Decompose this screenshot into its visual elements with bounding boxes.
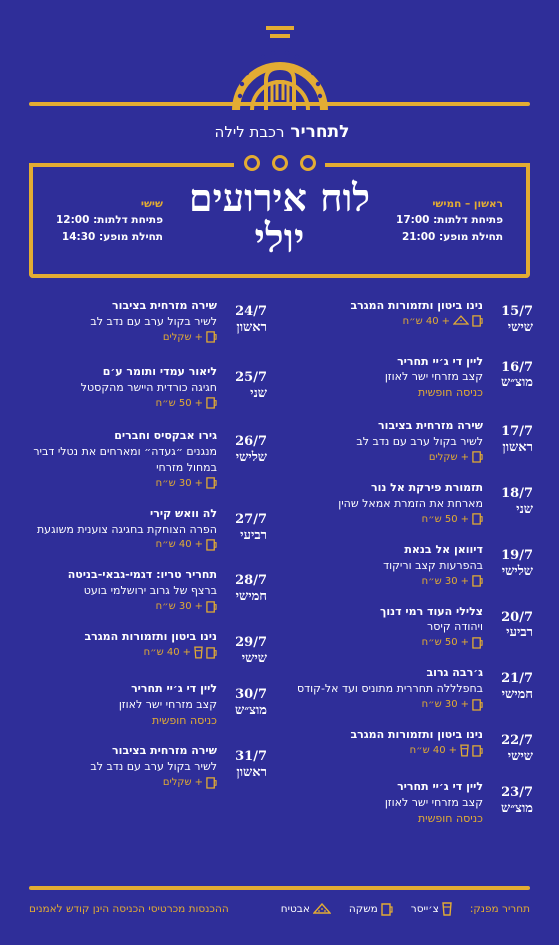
chaser-icon <box>442 902 452 916</box>
event-weekday: ראשון <box>236 319 267 335</box>
beer-icon <box>206 537 217 553</box>
event-description: מארחת את הזמרת אמאל שהין <box>338 496 483 510</box>
event-price-text: שקלים <box>162 331 192 343</box>
price-plus: + <box>194 331 203 343</box>
event-details <box>17 743 225 791</box>
event-weekday: מוצ״ש <box>501 800 533 816</box>
event-item <box>17 567 267 615</box>
event-weekday: ראשון <box>502 439 533 455</box>
event-item <box>283 480 533 528</box>
event-weekday: שישי <box>507 749 533 765</box>
event-date-number: 15/7 <box>501 304 533 319</box>
legend-drink-label: משקה <box>348 903 378 915</box>
legend-note: ההכנסות מכרטיסי הכניסה הינן קודש לאמנים <box>29 903 229 915</box>
price-plus: + <box>194 777 203 789</box>
event-price <box>17 537 217 553</box>
event-date-number: 27/7 <box>235 511 267 527</box>
event-date <box>491 361 533 392</box>
decorative-dots <box>244 155 316 171</box>
title-line-2: יולי <box>254 214 305 262</box>
event-price <box>17 330 217 346</box>
event-item <box>283 354 533 402</box>
event-weekday: מוצ״ש <box>501 375 533 391</box>
title-line-1: לוח אירועים <box>188 175 371 220</box>
event-date-number: 31/7 <box>235 749 267 765</box>
event-price <box>283 512 483 528</box>
event-title: שירה מזרחית בציבור <box>378 418 483 432</box>
event-details <box>17 681 225 729</box>
beer-icon <box>206 330 217 346</box>
event-date-number: 21/7 <box>501 671 533 687</box>
dot-icon <box>244 155 260 171</box>
watermelon-icon <box>313 903 331 915</box>
event-description: הפרה הצוחקת בחגיגה צוענית משוגעת <box>36 522 217 536</box>
event-description: בהפרעות קצב וריקוד <box>383 558 483 572</box>
legend <box>29 902 530 916</box>
beer-icon <box>206 396 217 412</box>
event-details <box>17 506 225 554</box>
event-date <box>491 786 533 817</box>
event-item <box>17 743 267 791</box>
event-item <box>283 779 533 827</box>
event-note: כניסה חופשית <box>417 386 483 400</box>
event-title: נינו ביטון ותזמורות המגרב <box>350 728 483 742</box>
beer-icon <box>472 697 483 713</box>
event-title: ליין די ג׳יי תחריר <box>397 354 483 368</box>
event-details <box>283 418 491 466</box>
event-description: לשיר בקול ערב עם נדב לב <box>90 760 217 774</box>
event-item <box>283 418 533 466</box>
weekday-show: תחילת מופע: 21:00 <box>401 230 503 243</box>
event-title: שירה מזרחית בציבור <box>112 744 217 758</box>
event-date <box>225 574 267 605</box>
event-title: ליאור עמדי ותומר ע׳ם <box>102 364 217 378</box>
event-details <box>283 542 491 590</box>
event-title: נינו ביטון ותזמורות המגרב <box>350 299 483 312</box>
event-date <box>491 425 533 456</box>
friday-show: תחילת מופע: 14:30 <box>61 230 163 243</box>
friday-hours <box>56 196 163 245</box>
beer-icon <box>206 599 217 615</box>
event-item <box>17 428 267 492</box>
legend-chaser <box>411 902 452 916</box>
price-plus: + <box>441 315 450 327</box>
event-weekday: שני <box>516 501 533 517</box>
price-plus: + <box>460 451 469 463</box>
beer-icon <box>472 450 483 466</box>
event-date <box>491 672 533 703</box>
event-item <box>17 364 267 412</box>
price-plus: + <box>194 477 203 489</box>
event-item <box>17 298 267 346</box>
event-date-number: 23/7 <box>501 784 533 800</box>
brand-name <box>0 122 559 142</box>
event-price-text: 50 ש״ח <box>421 513 458 525</box>
event-weekday: רביעי <box>506 625 533 641</box>
event-details <box>283 604 491 652</box>
event-details <box>283 480 491 528</box>
legend-food-label: אבטיח <box>280 903 310 915</box>
events-column-left <box>17 298 267 791</box>
weekday-hours <box>396 196 503 245</box>
event-description: קצב מזרחי ישר לאוזן <box>118 697 217 711</box>
event-date-number: 22/7 <box>501 733 533 749</box>
event-date <box>225 435 267 466</box>
event-price <box>283 450 483 466</box>
event-title: צלילי העוד רמי דנוך <box>380 604 483 618</box>
event-details <box>17 629 225 661</box>
beer-icon <box>472 574 483 590</box>
dot-icon <box>272 155 288 171</box>
event-weekday: שישי <box>507 319 533 335</box>
event-item <box>283 727 533 765</box>
event-description: ויהודה קיסר <box>427 620 483 634</box>
event-title: תחריר טריו: דגמי-גבאי-בניטה <box>67 568 217 582</box>
price-plus: + <box>460 637 469 649</box>
event-item <box>283 665 533 713</box>
event-price <box>283 574 483 590</box>
event-title: לה וואש קירי <box>150 506 217 520</box>
price-plus: + <box>460 513 469 525</box>
event-date <box>225 636 267 667</box>
beer-icon <box>381 902 393 916</box>
event-weekday: ראשון <box>236 765 267 781</box>
event-price-text: 40 ש״ח <box>402 315 439 327</box>
event-details <box>17 428 225 492</box>
event-price <box>17 396 217 412</box>
event-price <box>283 697 483 713</box>
event-price <box>283 635 483 651</box>
event-date <box>225 371 267 402</box>
event-weekday: מוצ״ש <box>235 702 267 718</box>
event-date-number: 25/7 <box>235 369 267 385</box>
event-price-text: 30 ש״ח <box>155 477 192 489</box>
event-price-text: 40 ש״ח <box>143 647 180 659</box>
event-date <box>491 611 533 642</box>
event-date-number: 29/7 <box>235 635 267 651</box>
event-title: ג׳רבה גרוב <box>426 666 483 680</box>
event-date <box>491 549 533 580</box>
beer-icon <box>472 314 483 330</box>
event-item <box>17 506 267 554</box>
chaser-icon <box>460 743 469 759</box>
beer-icon <box>472 635 483 651</box>
event-weekday: חמישי <box>501 687 533 703</box>
legend-chaser-label: צ׳ייסר <box>410 903 439 915</box>
price-plus: + <box>448 745 457 757</box>
event-date <box>491 305 533 336</box>
event-price-text: 30 ש״ח <box>421 699 458 711</box>
event-price-text: שקלים <box>162 777 192 789</box>
event-item <box>17 681 267 729</box>
event-note: כניסה חופשית <box>417 811 483 825</box>
event-description: לשיר בקול ערב עם נדב לב <box>90 314 217 328</box>
event-title: גירו אבקסיס וחברים <box>114 428 217 442</box>
event-description: בחפלללה תחררית מתוניס ועד אל-קודס <box>297 682 483 696</box>
event-date <box>225 750 267 781</box>
beer-icon <box>472 512 483 528</box>
event-date-number: 20/7 <box>501 609 533 625</box>
event-date-number: 17/7 <box>501 423 533 439</box>
event-title: נינו ביטון ותזמורות המגרב <box>84 630 217 644</box>
friday-doors: פתיחת דלתות: 12:00 <box>56 214 163 227</box>
event-details <box>17 364 225 412</box>
event-weekday: חמישי <box>235 589 267 605</box>
event-date-number: 30/7 <box>235 686 267 702</box>
price-plus: + <box>460 699 469 711</box>
event-details <box>17 298 225 346</box>
price-plus: + <box>194 539 203 551</box>
beer-icon <box>206 775 217 791</box>
event-date-number: 26/7 <box>235 433 267 449</box>
event-price-text: 30 ש״ח <box>155 601 192 613</box>
price-plus: + <box>182 647 191 659</box>
event-title: ליין די ג׳יי תחריר <box>397 779 483 793</box>
event-description: קצב מזרחי ישר לאוזן <box>384 370 483 384</box>
event-date-number: 19/7 <box>501 547 533 563</box>
event-item <box>283 298 533 336</box>
event-date <box>225 513 267 544</box>
beer-icon <box>206 476 217 492</box>
event-weekday: שני <box>250 385 267 401</box>
event-date <box>225 688 267 719</box>
price-plus: + <box>194 397 203 409</box>
events-column-right <box>283 298 533 827</box>
event-item <box>283 604 533 652</box>
event-item <box>283 542 533 590</box>
tahrir-logo-icon <box>226 24 334 114</box>
event-details <box>283 354 491 402</box>
event-details <box>17 567 225 615</box>
legend-title: תחריר מפנק: <box>469 903 530 915</box>
brand-light: רכבת לילה <box>214 123 285 141</box>
dot-icon <box>300 155 316 171</box>
event-price-text: שקלים <box>428 451 458 463</box>
event-description: חגיגה כורדית היישר מהקסטל <box>80 380 217 394</box>
friday-days: שישי <box>140 198 163 210</box>
event-title: ליין די ג׳יי תחריר <box>131 681 217 695</box>
event-note: כניסה חופשית <box>151 713 217 727</box>
event-price <box>17 775 217 791</box>
brand-bold: לתחריר <box>290 122 350 142</box>
event-details <box>283 665 491 713</box>
legend-drink <box>349 902 393 916</box>
event-details <box>283 779 491 827</box>
plate-icon <box>453 314 469 330</box>
event-price <box>17 599 217 615</box>
weekday-days: ראשון – חמישי <box>432 198 503 210</box>
event-weekday: שלישי <box>235 449 267 465</box>
footer-divider <box>29 886 530 890</box>
event-weekday: שישי <box>241 651 267 667</box>
event-date <box>491 734 533 765</box>
event-title: תזמורת פירקת אל נור <box>370 480 483 494</box>
event-price-text: 40 ש״ח <box>155 539 192 551</box>
event-price <box>17 476 217 492</box>
event-title: שירה מזרחית בציבור <box>112 299 217 312</box>
event-date-number: 16/7 <box>501 359 533 375</box>
header-divider <box>29 102 530 106</box>
event-date <box>225 305 267 336</box>
price-plus: + <box>460 575 469 587</box>
event-date <box>491 487 533 518</box>
weekday-doors: פתיחת דלתות: 17:00 <box>396 214 503 227</box>
event-price-text: 30 ש״ח <box>421 575 458 587</box>
event-details <box>283 727 491 759</box>
beer-icon <box>472 743 483 759</box>
event-item <box>17 629 267 667</box>
event-price-text: 50 ש״ח <box>155 397 192 409</box>
event-price <box>283 743 483 759</box>
event-date-number: 28/7 <box>235 573 267 589</box>
beer-icon <box>206 645 217 661</box>
event-price <box>283 314 483 330</box>
event-description: קצב מזרחי ישר לאוזן <box>384 795 483 809</box>
event-title: דיוואן אל בנאת <box>404 542 483 556</box>
event-date-number: 24/7 <box>235 304 267 319</box>
price-plus: + <box>194 601 203 613</box>
event-details <box>283 298 491 330</box>
event-description: מנגנים ״געדה״ ומארחים את נטלי דביר במחול מזרחי <box>33 444 217 474</box>
event-description: לשיר בקול ערב עם נדב לב <box>356 434 483 448</box>
event-price-text: 50 ש״ח <box>421 637 458 649</box>
event-price <box>17 645 217 661</box>
event-weekday: שלישי <box>501 563 533 579</box>
chaser-icon <box>194 645 203 661</box>
legend-food <box>281 903 331 915</box>
event-price-text: 40 ש״ח <box>409 745 446 757</box>
event-weekday: רביעי <box>240 527 267 543</box>
event-description: ברצף של גרוב ירושלמי בועט <box>83 584 217 598</box>
event-date-number: 18/7 <box>501 485 533 501</box>
